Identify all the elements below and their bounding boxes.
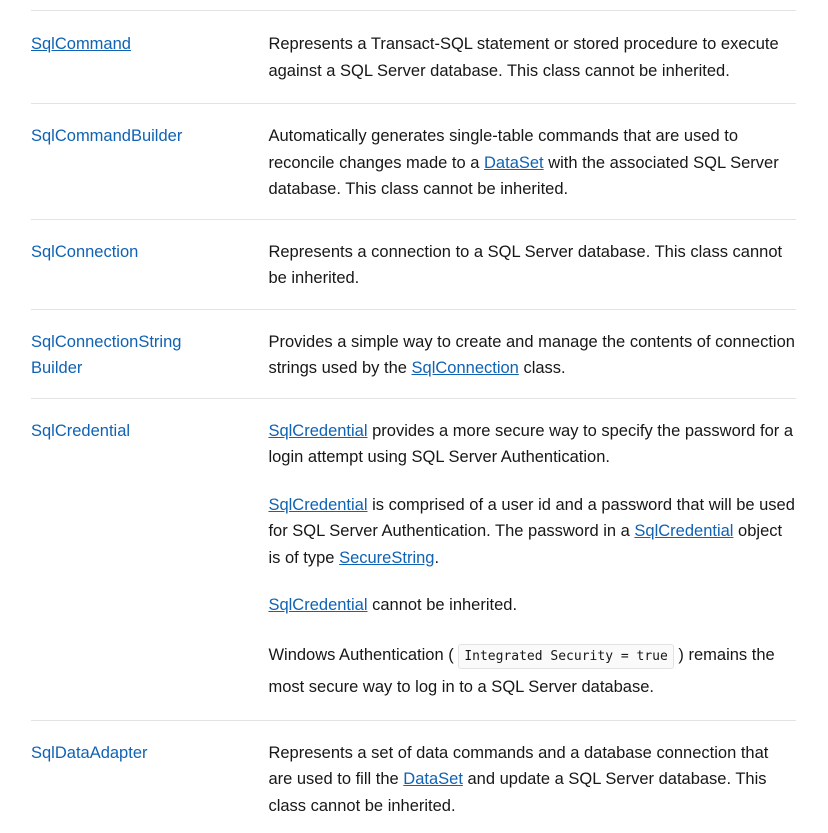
link-sqlcredential-inline[interactable]: SqlCredential <box>268 596 368 614</box>
link-sqlcredential[interactable]: SqlCredential <box>31 421 131 440</box>
class-description-cell <box>268 720 796 833</box>
class-description-cell <box>268 11 796 104</box>
link-sqlcommandbuilder[interactable]: SqlCommandBuilder <box>31 127 183 145</box>
class-name-cell <box>31 11 268 104</box>
table-row <box>31 11 796 104</box>
table-row <box>31 104 796 220</box>
class-description-cell <box>268 398 796 720</box>
class-description: Represents a Transact-SQL statement or stored procedure to execute against a SQL Server database. This class cannot be inherited. <box>268 35 779 80</box>
link-sqlcredential-inline[interactable]: SqlCredential <box>268 421 368 440</box>
class-description-cell <box>268 219 796 309</box>
class-name-cell <box>31 720 268 833</box>
class-description: Automatically generates single-table commands that are used to reconcile changes made to a DataSet with the associated SQL Server database. This class cannot be inherited. <box>268 127 779 198</box>
class-table <box>31 10 796 833</box>
link-sqlconnection[interactable]: SqlConnection <box>31 242 139 261</box>
inline-code: Integrated Security = true <box>458 644 674 669</box>
link-sqlcommand[interactable]: SqlCommand <box>31 35 131 53</box>
class-description-p1: SqlCredential provides a more secure way to specify the password for a login attempt using SQL Server Authentication. <box>268 421 794 466</box>
link-dataset[interactable]: DataSet <box>403 770 463 788</box>
table-row <box>31 219 796 309</box>
class-description-cell <box>268 104 796 220</box>
link-sqlcredential-inline[interactable]: SqlCredential <box>634 522 734 540</box>
link-sqldataadapter[interactable]: SqlDataAdapter <box>31 743 148 762</box>
class-description-cell <box>268 309 796 398</box>
table-row <box>31 720 796 833</box>
class-name-cell <box>31 104 268 220</box>
class-description-p2: SqlCredential is comprised of a user id and a password that will be used for SQL Server Authentication. The password in a SqlCredential object is of type SecureString. <box>268 495 795 567</box>
class-description: Provides a simple way to create and manage the contents of connection strings used by the SqlConnection class. <box>268 332 795 377</box>
link-sqlconnection-inline[interactable]: SqlConnection <box>411 359 519 377</box>
link-securestring[interactable]: SecureString <box>339 548 435 567</box>
table-row <box>31 309 796 398</box>
class-description: Represents a connection to a SQL Server database. This class cannot be inherited. <box>268 242 783 287</box>
link-dataset[interactable]: DataSet <box>484 153 544 172</box>
class-name-cell <box>31 398 268 720</box>
class-description-p4: Windows Authentication ( Integrated Security = true ) remains the most secure way to log in to a SQL Server database. <box>268 645 775 696</box>
link-sqlcredential-inline[interactable]: SqlCredential <box>268 495 368 514</box>
table-row <box>31 398 796 720</box>
class-description-p3: SqlCredential cannot be inherited. <box>268 596 518 614</box>
class-name-cell <box>31 309 268 398</box>
link-sqlconnectionstringbuilder[interactable]: SqlConnectionString Builder <box>31 332 182 377</box>
class-name-cell <box>31 219 268 309</box>
class-description: Represents a set of data commands and a database connection that are used to fill the DataSet and update a SQL Server database. This class cannot be inherited. <box>268 743 769 815</box>
